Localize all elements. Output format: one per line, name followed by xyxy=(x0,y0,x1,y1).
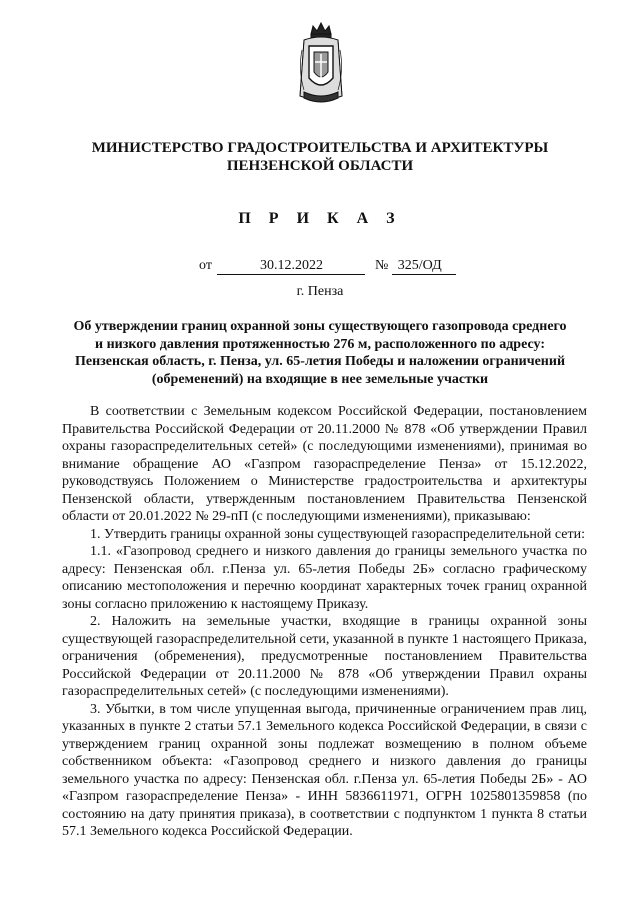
item-1-paragraph: 1. Утвердить границы охранной зоны существующей газораспределительной сети: xyxy=(90,526,585,542)
order-number: 325/ОД xyxy=(392,258,456,275)
order-title: П Р И К А З xyxy=(238,210,402,227)
order-body xyxy=(62,403,587,841)
order-subject: Об утверждении границ охранной зоны существующего газопровода среднего и низкого давления протяженностью 276 м, расположенного по адресу: Пензенская область, г. Пенза, ул. 65-летия Победы и наложении ограничений (обременений) на входящие в нее земельные участки xyxy=(73,319,567,387)
item-1-1-paragraph: 1.1. «Газопровод среднего и низкого давления до границы земельного участка по адресу: Пензенская обл. г.Пенза ул. 65-летия Победы 2Б» согласно графическому описанию местоположения и перечню координат характерных точек границ охранной зоны согласно приложению к настоящему Приказу. xyxy=(62,544,587,612)
item-3-paragraph: 3. Убытки, в том числе упущенная выгода, причиненные ограничением прав лиц, указанных в пункте 2 статьи 57.1 Земельного кодекса Российской Федерации, в связи с утверждением границ охранной зоны подлежат возмещению в полном объеме собственником объекта: «Газопровод среднего и низкого давления до границы земельного участка по адресу: Пензенская обл. г.Пенза ул. 65-летия Победы 2Б» - АО «Газпром газораспределение Пенза» - ИНН 5836611971, ОГРН 1025801359858 (по состоянию на дату принятия приказа), в соответствии с подпунктом 1 пункта 8 статьи 57.1 Земельного кодекса Российской Федерации. xyxy=(62,701,587,839)
date-prefix: от xyxy=(199,258,212,273)
number-prefix: № xyxy=(374,258,389,273)
order-date: 30.12.2022 xyxy=(217,258,365,275)
coat-of-arms-icon xyxy=(296,20,346,106)
city: г. Пенза xyxy=(296,284,344,299)
preamble-paragraph: В соответствии с Земельным кодексом Российской Федерации, постановлением Правительства Российской Федерации от 20.11.2000 № 878 «Об утверждении Правил охраны газораспределительных сетей» (с последующими изменениями), принимая во внимание обращение АО «Газпром газораспределение Пенза» от 15.12.2022, руководствуясь Положением о Министерстве градостроительства и архитектуры Пензенской области, утвержденным постановлением Правительства Пензенской области от 20.01.2022 № 29-пП (с последующими изменениями), приказываю: xyxy=(62,404,587,524)
ministry-line-1: МИНИСТЕРСТВО ГРАДОСТРОИТЕЛЬСТВА И АРХИТЕКТУРЫ xyxy=(91,140,549,156)
ministry-line-2: ПЕНЗЕНСКОЙ ОБЛАСТИ xyxy=(226,158,414,174)
ministry-name xyxy=(0,139,640,175)
item-2-paragraph: 2. Наложить на земельные участки, входящие в границы охранной зоны существующей газораспределительной сети, указанной в пункте 1 настоящего Приказа, ограничения (обременения), предусмотренные постановлением Правительства Российской Федерации от 20.11.2000 № 878 «Об утверждении Правил охраны газораспределительных сетей» (с последующими изменениями). xyxy=(62,614,587,699)
order-date-number-row xyxy=(199,258,456,276)
